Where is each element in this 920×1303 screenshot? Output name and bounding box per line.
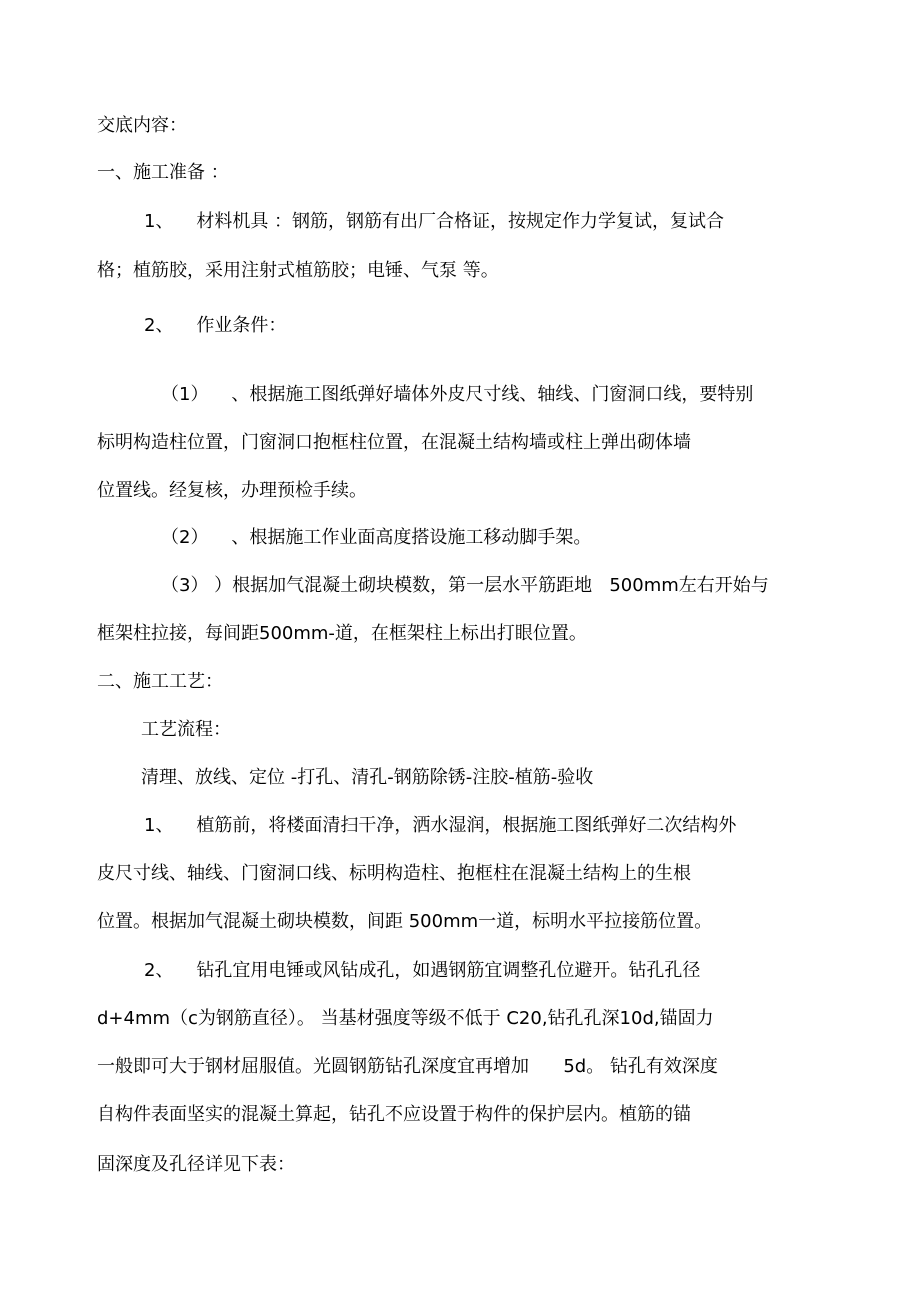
- section-heading-process: 二、施工工艺：: [97, 671, 223, 692]
- paragraph-line: 工艺流程：: [141, 719, 231, 740]
- paragraph-line: 格；植筋胶，采用注射式植筋胶；电锤、气泵 等。: [97, 260, 499, 281]
- heading-handover-content: 交底内容：: [97, 115, 187, 136]
- paragraph-line: 2、 作业条件：: [144, 315, 287, 336]
- paragraph-line: 位置线。经复核，办理预检手续。: [97, 480, 367, 501]
- paragraph-line: d+4mm（c为钢筋直径）。 当基材强度等级不低于 C20,钻孔孔深10d,锚固力: [97, 1008, 714, 1029]
- paragraph-line: 框架柱拉接，每间距500mm-道，在框架柱上标出打眼位置。: [97, 623, 587, 644]
- paragraph-line: 固深度及孔径详见下表：: [97, 1154, 295, 1175]
- paragraph-line: （3） ）根据加气混凝土砌块模数，第一层水平筋距地 500mm左右开始与: [161, 575, 769, 596]
- section-heading-preparation: 一、施工准备 ：: [97, 162, 229, 183]
- paragraph-line: （1） 、根据施工图纸弹好墙体外皮尺寸线、轴线、门窗洞口线，要特别: [161, 384, 754, 405]
- paragraph-line: 一般即可大于钢材屈服值。光圆钢筋钻孔深度宜再增加 5d。 钻孔有效深度: [97, 1056, 718, 1077]
- paragraph-line: 1、 植筋前，将楼面清扫干净，洒水湿润，根据施工图纸弹好二次结构外: [144, 815, 737, 836]
- paragraph-line: 2、 钻孔宜用电锤或风钻成孔，如遇钢筋宜调整孔位避开。钻孔孔径: [144, 960, 701, 981]
- paragraph-line: 自构件表面坚实的混凝土算起，钻孔不应设置于构件的保护层内。植筋的锚: [97, 1104, 691, 1125]
- paragraph-line: 位置。根据加气混凝土砌块模数，间距 500mm一道，标明水平拉接筋位置。: [97, 911, 713, 932]
- process-flow-line: 清理、放线、定位 -打孔、清孔-钢筋除锈-注胶-植筋-验收: [141, 767, 594, 788]
- paragraph-line: （2） 、根据施工作业面高度搭设施工移动脚手架。: [161, 527, 592, 548]
- paragraph-line: 皮尺寸线、轴线、门窗洞口线、标明构造柱、抱框柱在混凝土结构上的生根: [97, 863, 691, 884]
- paragraph-line: 1、 材料机具 ：钢筋，钢筋有出厂合格证，按规定作力学复试，复试合: [144, 211, 725, 232]
- paragraph-line: 标明构造柱位置，门窗洞口抱框柱位置，在混凝土结构墙或柱上弹出砌体墙: [97, 432, 691, 453]
